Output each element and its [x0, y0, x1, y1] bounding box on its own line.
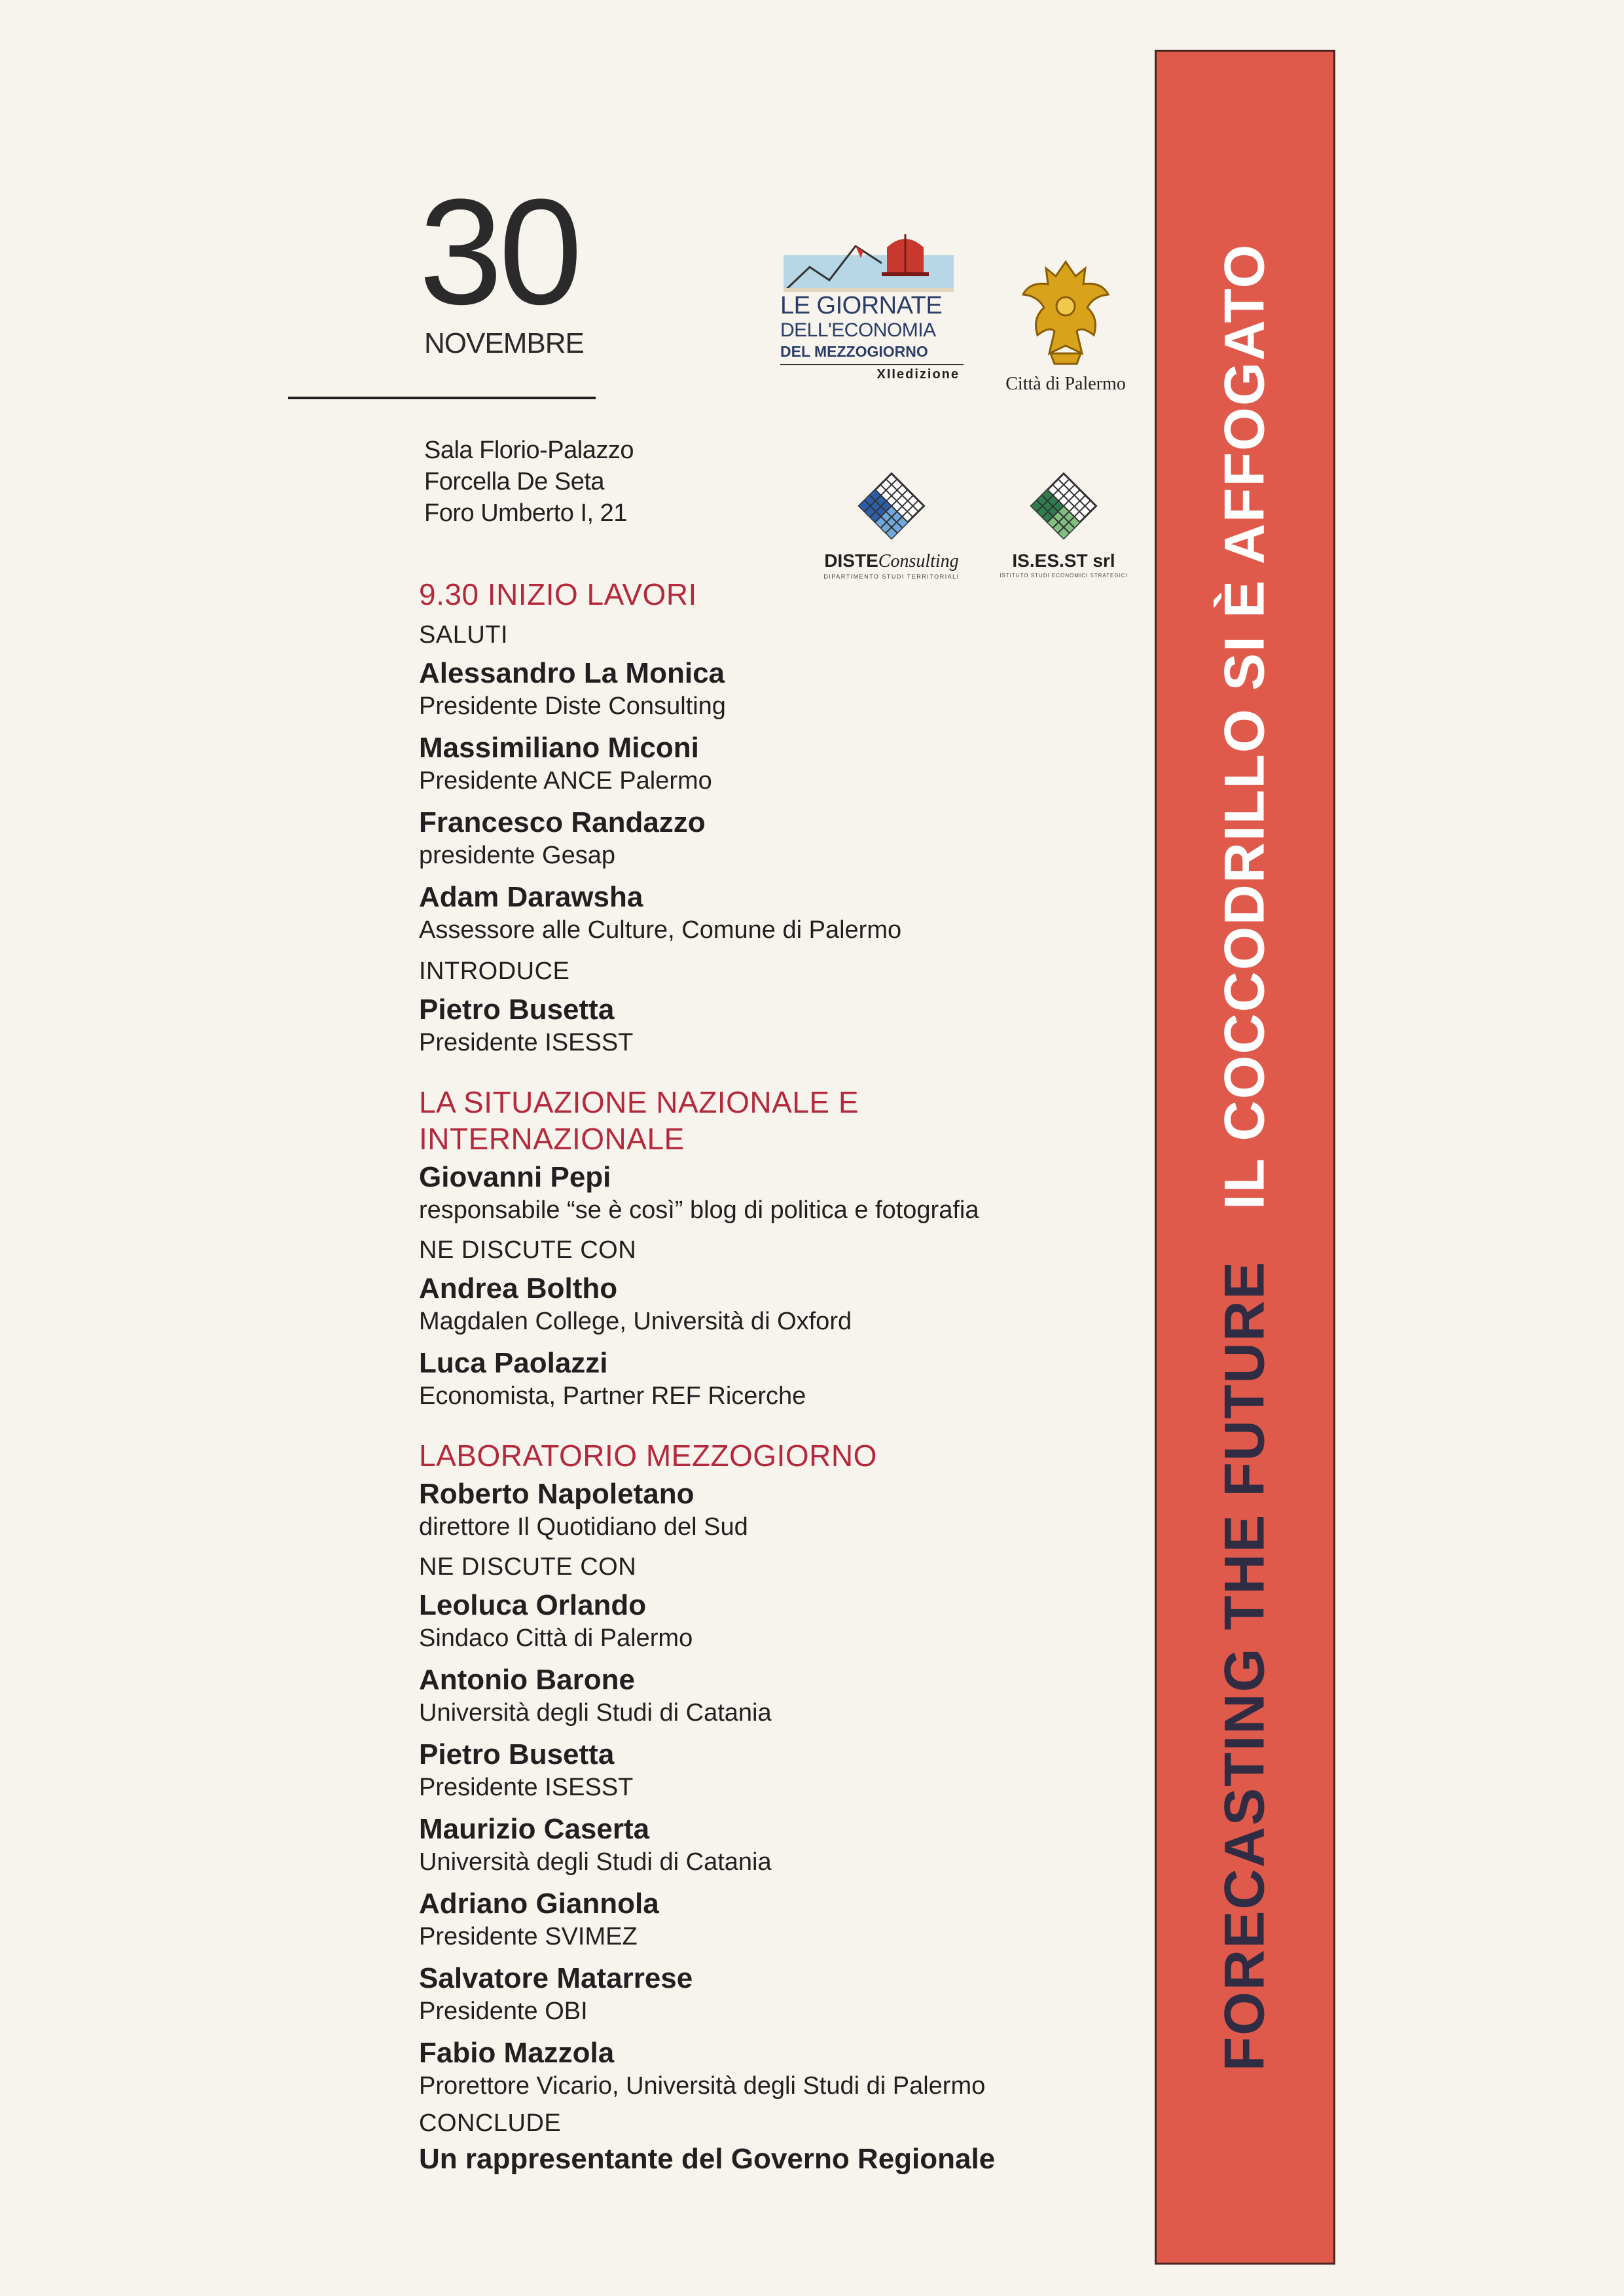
- discute-label: NE DISCUTE CON: [419, 1236, 637, 1264]
- speaker-name: Francesco Randazzo: [419, 806, 706, 838]
- band-title-part1: FORECASTING THE FUTURE: [1213, 1260, 1276, 2072]
- speaker-role: presidente Gesap: [419, 842, 615, 869]
- speaker-role: Presidente OBI: [419, 1998, 588, 2025]
- venue-line: Forcella De Seta: [424, 468, 605, 495]
- speaker-name: Andrea Boltho: [419, 1272, 618, 1304]
- speaker-role: Prorettore Vicario, Università degli Studi di Palermo: [419, 2072, 986, 2100]
- isesst-subtitle: ISTITUTO STUDI ECONOMICI STRATEGICI: [1000, 573, 1128, 579]
- giornate-logo-text: DELL'ECONOMIA: [780, 319, 936, 341]
- speaker-role: Presidente Diste Consulting: [419, 692, 726, 720]
- event-month: NOVEMBRE: [424, 327, 584, 359]
- giornate-edition: XIIedizione: [876, 367, 960, 382]
- date-divider: [288, 397, 596, 399]
- venue-line: Foro Umberto I, 21: [424, 499, 627, 527]
- speaker-name: Maurizio Caserta: [419, 1813, 650, 1845]
- event-program: [419, 576, 1139, 2177]
- speaker-role: Presidente ISESST: [419, 1774, 634, 1801]
- speaker-name: Adam Darawsha: [419, 881, 643, 913]
- diste-name-main: DISTE: [824, 550, 878, 571]
- speaker-role: Presidente ANCE Palermo: [419, 767, 712, 795]
- speaker-role: Presidente ISESST: [419, 1029, 634, 1056]
- diste-subtitle: DIPARTIMENTO STUDI TERRITORIALI: [823, 573, 960, 580]
- citta-palermo-logo: [987, 255, 1144, 395]
- isesst-name: IS.ES.ST srl: [1012, 550, 1115, 571]
- speaker-name: Antonio Barone: [419, 1664, 635, 1696]
- speaker-role: Presidente SVIMEZ: [419, 1923, 638, 1950]
- speaker-name: Pietro Busetta: [419, 994, 615, 1026]
- citta-palermo-caption: Città di Palermo: [1005, 374, 1126, 394]
- conclude-label: CONCLUDE: [419, 2109, 562, 2137]
- section-title: LA SITUAZIONE NAZIONALE E: [419, 1085, 859, 1119]
- speaker-role: Università degli Studi di Catania: [419, 1848, 772, 1876]
- giornate-economia-logo: [780, 229, 964, 384]
- speaker-name: Pietro Busetta: [419, 1738, 615, 1770]
- giornate-logo-text: DEL MEZZOGIORNO: [780, 342, 964, 365]
- speaker-name: Massimiliano Miconi: [419, 732, 699, 764]
- band-title-part2: IL COCCODRILLO SI È AFFOGATO: [1213, 243, 1276, 1210]
- giornate-logo-text: LE GIORNATE: [780, 292, 943, 319]
- speaker-name: Adriano Giannola: [419, 1888, 659, 1920]
- speaker-role: Università degli Studi di Catania: [419, 1699, 772, 1727]
- saluti-label: SALUTI: [419, 621, 509, 649]
- opening-time: 9.30 INIZIO LAVORI: [419, 577, 697, 611]
- speaker-role: Magdalen College, Università di Oxford: [419, 1308, 852, 1335]
- eagle-crest-icon: [1017, 255, 1115, 367]
- band-title: [1213, 243, 1278, 2072]
- diste-consulting-logo: [806, 470, 977, 580]
- speaker-role: direttore Il Quotidiano del Sud: [419, 1513, 748, 1541]
- introduce-label: INTRODUCE: [419, 958, 570, 985]
- speaker-name: Roberto Napoletano: [419, 1478, 695, 1510]
- isesst-logo: [995, 470, 1132, 579]
- speaker-name: Giovanni Pepi: [419, 1161, 611, 1193]
- venue-address: [424, 435, 634, 529]
- speaker-name: Fabio Mazzola: [419, 2037, 615, 2069]
- section-title: INTERNAZIONALE: [419, 1122, 685, 1156]
- speaker-name: Un rappresentante del Governo Regionale: [419, 2143, 996, 2175]
- venue-line: Sala Florio-Palazzo: [424, 437, 634, 464]
- isesst-diamond-icon: [1028, 470, 1100, 542]
- title-band: [1155, 50, 1335, 2265]
- event-day: 30: [419, 168, 579, 336]
- mountain-icon: [784, 229, 954, 292]
- diste-name: [806, 550, 977, 572]
- discute-label: NE DISCUTE CON: [419, 1553, 637, 1581]
- speaker-name: Luca Paolazzi: [419, 1347, 608, 1379]
- speaker-role: responsabile “se è così” blog di politica e fotografia: [419, 1196, 979, 1224]
- speaker-role: Sindaco Città di Palermo: [419, 1624, 693, 1652]
- speaker-name: Leoluca Orlando: [419, 1589, 647, 1621]
- diste-name-italic: Consulting: [878, 551, 959, 571]
- speaker-name: Alessandro La Monica: [419, 657, 725, 689]
- speaker-role: Economista, Partner REF Ricerche: [419, 1382, 806, 1410]
- section-title: LABORATORIO MEZZOGIORNO: [419, 1439, 877, 1473]
- speaker-role: Assessore alle Culture, Comune di Palermo: [419, 916, 902, 944]
- diste-diamond-icon: [856, 470, 928, 542]
- speaker-name: Salvatore Matarrese: [419, 1962, 693, 1994]
